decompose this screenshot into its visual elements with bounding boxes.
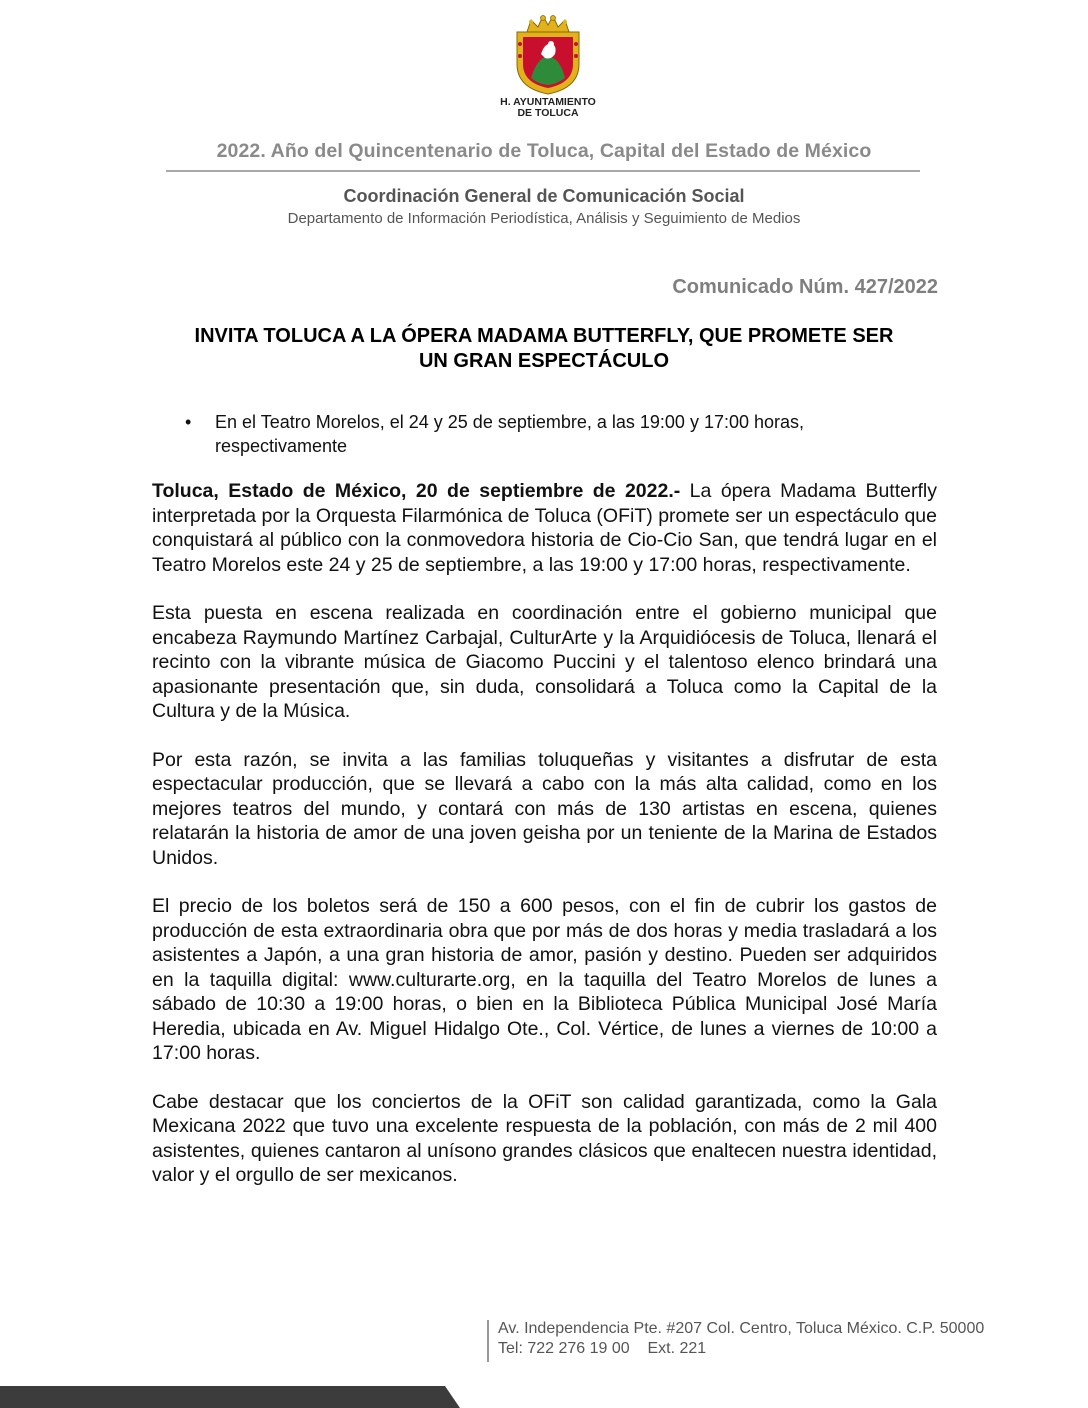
paragraph-5: Cabe destacar que los conciertos de la OFiT son calidad garantizada, como la Gala Mexicana 2022 que tuvo una excelente respuesta de la población, con más de 2 mil 400 asistentes, quienes cantaron al unísono grandes clásicos que enaltecen nuestra identidad, valor y el orgullo de ser mexicanos. <box>152 1090 937 1186</box>
bullet-icon: • <box>185 412 192 432</box>
footer-address: Av. Independencia Pte. #207 Col. Centro, Toluca México. C.P. 50000 <box>498 1320 985 1337</box>
paragraph-1-text: La ópera Madama Butterfly interpretada por la Orquesta Filarmónica de Toluca (OFiT) promete ser un espectáculo que conquistará al público con la conmovedora historia de Cio-Cio San, que tendrá lugar en el Teatro Morelos este 24 y 25 de septiembre, a las 19:00 y 17:00 horas, respectivamente. <box>152 480 937 576</box>
headline-line2: UN GRAN ESPECTÁCULO <box>418 350 669 372</box>
summary-bullet-text: En el Teatro Morelos, el 24 y 25 de septiembre, a las 19:00 y 17:00 horas, respectivamente <box>215 412 805 456</box>
toluca-coat-of-arms-logo <box>493 14 603 119</box>
year-title: 2022. Año del Quincentenario de Toluca, Capital del Estado de México <box>216 140 872 162</box>
logo-caption-line1: H. AYUNTAMIENTO <box>500 96 596 108</box>
paragraph-4: El precio de los boletos será de 150 a 600 pesos, con el fin de cubrir los gastos de producción de esta extraordinaria obra que por más de dos horas y media trasladará a los asistentes a Japón, a una gran historia de amor, pasión y destino. Pueden ser adquiridos en la taquilla digital: www.culturarte.org, en la taquilla del Teatro Morelos de lunes a sábado de 10:30 a 19:00 horas, o bien en la Biblioteca Pública Municipal José María Heredia, ubicada en Av. Miguel Hidalgo Ote., Col. Vértice, de lunes a viernes de 10:00 a 17:00 horas. <box>152 895 937 1064</box>
header-divider <box>166 170 920 172</box>
dateline: Toluca, Estado de México, 20 de septiembre de 2022.- <box>152 480 681 502</box>
department-subtitle: Departamento de Información Periodística, Análisis y Seguimiento de Medios <box>287 210 801 227</box>
coat-of-arms-icon <box>507 14 589 96</box>
paragraph-3: Por esta razón, se invita a las familias toluqueñas y visitantes a disfrutar de esta espectacular producción, que se llevará a cabo con la más alta calidad, como en los mejores teatros del mundo, y contará con más de 130 artistas en escena, quienes relatarán la historia de amor de una joven geisha por un teniente de la Marina de Estados Unidos. <box>152 748 937 869</box>
release-number: Comunicado Núm. 427/2022 <box>672 276 938 298</box>
headline <box>150 324 938 374</box>
footer-divider <box>487 1320 489 1362</box>
coordination-title: Coordinación General de Comunicación Social <box>343 186 745 206</box>
article-body <box>152 479 937 1212</box>
paragraph-1 <box>152 479 937 577</box>
headline-line1: INVITA TOLUCA A LA ÓPERA MADAMA BUTTERFLY, QUE PROMETE SER <box>194 325 894 347</box>
logo-caption-line2: DE TOLUCA <box>517 107 579 119</box>
footer-phone: Tel: 722 276 19 00 Ext. 221 <box>498 1340 707 1357</box>
logo-caption <box>493 97 603 119</box>
summary-bullet <box>185 410 945 458</box>
footer-bar <box>0 1386 460 1408</box>
paragraph-2: Esta puesta en escena realizada en coordinación entre el gobierno municipal que encabeza Raymundo Martínez Carbajal, CulturArte y la Arquidiócesis de Toluca, llenará el recinto con la vibrante música de Giacomo Puccini y el talentoso elenco brindará una apasionante presentación que, sin duda, consolidará a Toluca como la Capital de la Cultura y de la Música. <box>152 602 937 722</box>
